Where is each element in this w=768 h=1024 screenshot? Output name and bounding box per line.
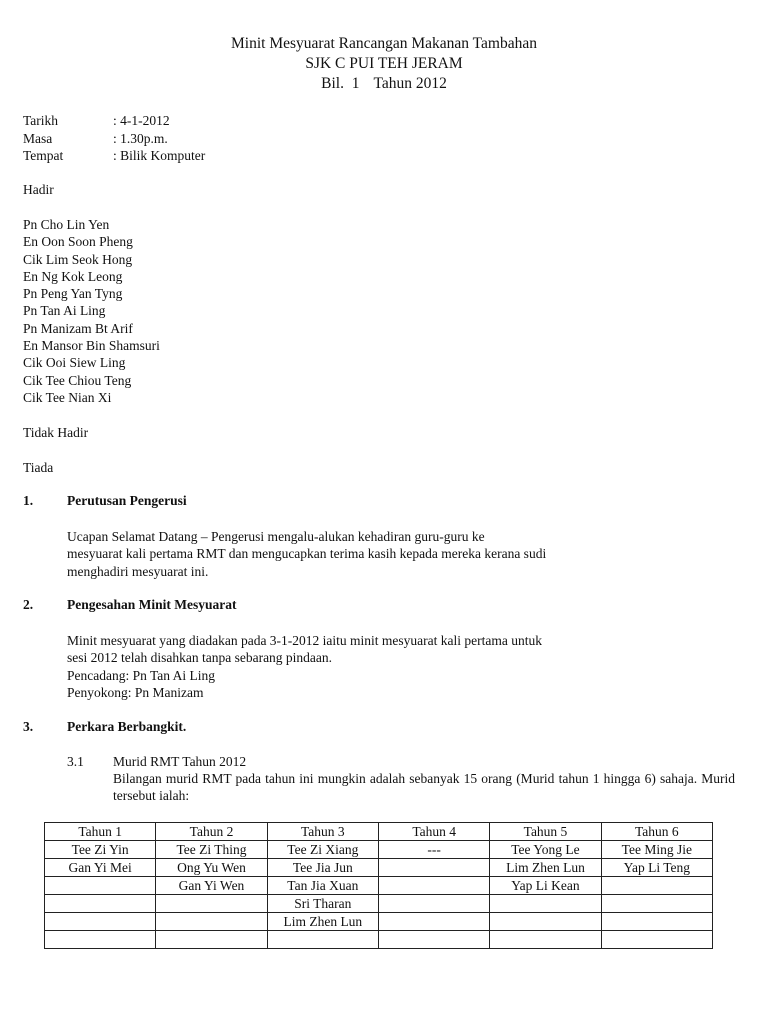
section-number: 3.: [23, 719, 34, 734]
table-cell: Tee Zi Xiang: [267, 841, 378, 859]
table-cell: Lim Zhen Lun: [490, 859, 601, 877]
seconder: Penyokong: Pn Manizam: [67, 684, 204, 700]
section-number: 2.: [23, 597, 34, 612]
table-cell: [378, 895, 489, 913]
table-cell: [378, 877, 489, 895]
paragraph-line: sesi 2012 telah disahkan tanpa sebarang pindaan.: [67, 650, 333, 666]
attendee: Pn Manizam Bt Arif: [23, 320, 133, 336]
attendee: En Mansor Bin Shamsuri: [23, 338, 160, 354]
column-header: Tahun 6: [601, 823, 712, 841]
table-cell: Gan Yi Wen: [156, 877, 267, 895]
attendee: En Oon Soon Pheng: [23, 234, 133, 250]
table-cell: [601, 877, 712, 895]
paragraph-line: Minit mesyuarat yang diadakan pada 3-1-2012 iaitu minit mesyuarat kali pertama untuk: [67, 633, 542, 648]
absent-value: Tiada: [23, 460, 54, 475]
table-cell: [490, 931, 601, 949]
table-cell: [378, 913, 489, 931]
column-header: Tahun 5: [490, 823, 601, 841]
meta-value: : 1.30p.m.: [113, 130, 168, 146]
rmt-students-table: [44, 822, 713, 949]
table-cell: [45, 931, 156, 949]
attendee: Cik Ooi Siew Ling: [23, 355, 126, 371]
paragraph-line: Ucapan Selamat Datang – Pengerusi mengalu-alukan kehadiran guru-guru ke: [67, 529, 485, 544]
attendee: En Ng Kok Leong: [23, 268, 123, 284]
table-cell: Lim Zhen Lun: [267, 913, 378, 931]
table-cell: [267, 931, 378, 949]
section-number: 1.: [23, 493, 34, 508]
table-cell: Sri Tharan: [267, 895, 378, 913]
table-cell: Tee Jia Jun: [267, 859, 378, 877]
attendee: Cik Tee Chiou Teng: [23, 372, 132, 388]
table-cell: [490, 895, 601, 913]
paragraph-line: mesyuarat kali pertama RMT dan mengucapkan terima kasih kepada mereka kerana sudi: [67, 546, 547, 562]
subsection-number: 3.1: [67, 754, 84, 769]
table-cell: [601, 895, 712, 913]
attendee: Pn Tan Ai Ling: [23, 303, 106, 319]
section-title: Perkara Berbangkit.: [67, 719, 187, 734]
table-row: [45, 913, 713, 931]
table-cell: [378, 859, 489, 877]
meta-row-place: [23, 147, 205, 165]
attendee: Cik Tee Nian Xi: [23, 389, 112, 405]
column-header: Tahun 2: [156, 823, 267, 841]
table-cell: [156, 913, 267, 931]
table-cell: [378, 931, 489, 949]
column-header: Tahun 1: [45, 823, 156, 841]
table-cell: Tee Zi Thing: [156, 841, 267, 859]
table-cell: [601, 913, 712, 931]
table-cell: Ong Yu Wen: [156, 859, 267, 877]
meeting-details: [23, 112, 205, 165]
table-row: [45, 859, 713, 877]
table-row: [45, 841, 713, 859]
meta-row-date: [23, 112, 205, 130]
section-1-heading: [23, 493, 187, 509]
school-name: SJK C PUI TEH JERAM: [305, 55, 463, 72]
column-header: Tahun 3: [267, 823, 378, 841]
section-3-heading: [23, 719, 186, 735]
table-cell: [490, 913, 601, 931]
section-1-body: [67, 528, 546, 580]
meta-value: : 4-1-2012: [113, 113, 170, 128]
meta-label: Tempat: [23, 148, 64, 163]
section-2-body: [67, 632, 542, 701]
meta-label: Tarikh: [23, 113, 59, 128]
meta-label: Masa: [23, 130, 53, 146]
table-cell: Tee Yong Le: [490, 841, 601, 859]
paragraph-line: menghadiri mesyuarat ini.: [67, 563, 209, 579]
meeting-number: [0, 74, 768, 94]
table-cell: ---: [378, 841, 489, 859]
attendee: Cik Lim Seok Hong: [23, 251, 133, 267]
attendance-heading: Hadir: [23, 182, 54, 197]
table-cell: Yap Li Kean: [490, 877, 601, 895]
table-cell: Gan Yi Mei: [45, 859, 156, 877]
table-row: [45, 895, 713, 913]
table-cell: Tee Ming Jie: [601, 841, 712, 859]
table-row: [45, 877, 713, 895]
meta-value: : Bilik Komputer: [113, 148, 206, 163]
table-cell: [601, 931, 712, 949]
proposer: Pencadang: Pn Tan Ai Ling: [67, 667, 216, 683]
table-cell: Yap Li Teng: [601, 859, 712, 877]
table-cell: Tan Jia Xuan: [267, 877, 378, 895]
section-title: Pengesahan Minit Mesyuarat: [67, 597, 237, 612]
table-cell: [156, 895, 267, 913]
section-2-heading: [23, 597, 237, 613]
table-cell: [45, 895, 156, 913]
document-header: [0, 34, 768, 94]
table-cell: [45, 913, 156, 931]
attendee-list: [23, 216, 160, 406]
column-header: Tahun 4: [378, 823, 489, 841]
section-title: Perutusan Pengerusi: [67, 493, 187, 508]
table-cell: [45, 877, 156, 895]
document-title: Minit Mesyuarat Rancangan Makanan Tambahan: [231, 35, 537, 52]
attendee: Pn Peng Yan Tyng: [23, 286, 123, 302]
subsection-3-1-text: Bilangan murid RMT pada tahun ini mungkin adalah sebanyak 15 orang (Murid tahun 1 hingga 6) sahaja. Murid tersebut ialah:: [113, 771, 735, 804]
table-row: [45, 931, 713, 949]
meeting-year: Tahun 2012: [373, 75, 447, 92]
table-cell: Tee Zi Yin: [45, 841, 156, 859]
table-header-row: [45, 823, 713, 841]
attendee: Pn Cho Lin Yen: [23, 217, 110, 232]
bil-number: Bil. 1: [321, 75, 360, 92]
subsection-3-1-heading: [67, 753, 246, 770]
subsection-title: Murid RMT Tahun 2012: [113, 754, 247, 769]
table-cell: [156, 931, 267, 949]
meta-row-time: [23, 130, 205, 148]
absent-heading: Tidak Hadir: [23, 425, 89, 440]
